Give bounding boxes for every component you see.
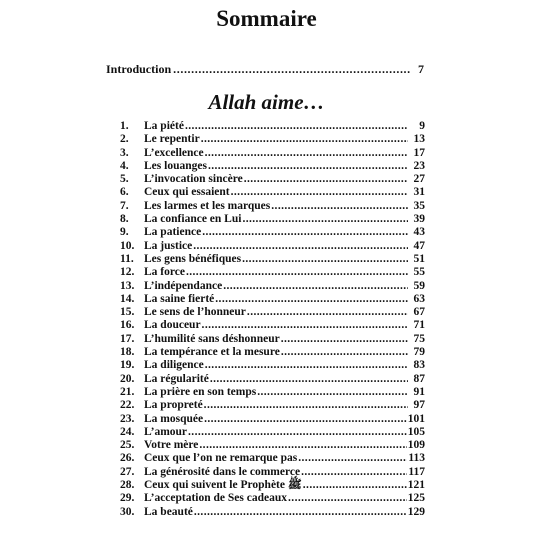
toc-entry-page: 79 [413,346,425,359]
toc-entry-title: Les gens bénéfiques [144,252,242,265]
dot-leader [204,399,408,412]
toc-entry-title: L’humilité sans déshonneur [144,332,280,345]
toc-entry[interactable] [120,266,425,279]
dot-leader [298,452,407,465]
toc-entry-number: 26. [120,452,135,465]
toc-entry-page: 87 [413,372,425,385]
toc-entry-page: 7 [418,62,424,76]
toc-entry-title: Le repentir [144,133,200,146]
toc-entry[interactable] [120,413,425,426]
toc-entry-title: La propreté [144,399,203,412]
toc-entry-number: 29. [120,492,135,505]
toc-entry-page: 117 [408,465,425,478]
toc-entry-title: La mosquée [144,412,204,425]
dot-leader [208,160,408,173]
toc-entry-title: La saine fierté [144,292,215,305]
toc-entry[interactable] [120,452,425,465]
dot-leader [199,439,406,452]
section-subtitle: Allah aime… [208,90,325,114]
toc-entry-number: 24. [120,425,135,438]
toc-entry-number: 19. [120,359,135,372]
dot-leader [301,466,407,479]
dot-leader [215,293,408,306]
toc-entry-number: 2. [120,133,129,146]
toc-entry-number: 23. [120,412,135,425]
toc-entry-number: 15. [120,306,135,319]
toc-entry-introduction[interactable] [106,62,424,77]
dot-leader [202,226,408,239]
toc-entry-title: La piété [144,120,184,132]
toc-entry-title: La tempérance et la mesure [144,346,280,359]
toc-entry-title: La force [144,266,185,279]
dot-leader [186,266,408,279]
dot-leader [271,200,408,213]
dot-leader [188,426,407,439]
toc-entry-number: 18. [120,346,135,359]
dot-leader [223,280,408,293]
dot-leader [205,147,408,160]
toc-entry-number: 9. [120,226,129,239]
toc-entry-page: 55 [413,266,425,279]
dot-leader [231,186,408,199]
toc-entry-page: 113 [408,452,425,465]
toc-entry-title: Ceux qui suivent le Prophète ﷺ [144,479,302,492]
toc-entry[interactable] [120,160,425,173]
toc-entry[interactable] [120,133,425,146]
dot-leader [288,492,407,505]
toc-entry-page: 47 [413,239,425,252]
dot-leader [202,319,408,332]
toc-entry-number: 20. [120,372,135,385]
toc-entry-title: L’acceptation de Ses cadeaux [144,492,288,505]
toc-entry[interactable] [120,186,425,199]
toc-entry[interactable] [120,426,425,439]
dot-leader [242,253,408,266]
toc-entry[interactable] [120,466,425,479]
toc-entry-title: La douceur [144,319,201,332]
dot-leader [173,62,410,77]
toc-entry-number: 7. [120,199,129,212]
toc-entry-page: 51 [413,252,425,265]
toc-entry-page: 83 [413,359,425,372]
toc-entry-number: 5. [120,173,129,186]
dot-leader [205,359,408,372]
toc-entry-title: La beauté [144,505,193,518]
toc-entry[interactable] [120,479,425,492]
toc-entry-page: 35 [413,199,425,212]
toc-entry-number: 8. [120,213,129,226]
page-title: Sommaire [216,6,317,31]
toc-entry-page: 31 [413,186,425,199]
toc-entry-number: 25. [120,439,135,452]
toc-entry-number: 11. [120,252,134,265]
toc-entry-number: 12. [120,266,135,279]
toc-entry-page: 9 [419,120,425,132]
dot-leader [201,133,408,146]
toc-entry-title: Ceux que l’on ne remarque pas [144,452,298,465]
toc-entry-page: 109 [407,439,425,452]
toc-entry-page: 121 [407,479,425,492]
toc-entry[interactable] [120,333,425,346]
toc-entry[interactable] [120,120,425,133]
toc-entry-page: 97 [413,399,425,412]
dot-leader [242,213,408,226]
toc-entry[interactable] [120,359,425,372]
toc-entry[interactable] [120,173,425,186]
toc-entry-title: L’indépendance [144,279,223,292]
dot-leader [193,240,408,253]
toc-entry[interactable] [120,213,425,226]
toc-entry-number: 30. [120,505,135,518]
toc-entry-title: Votre mère [144,439,199,452]
toc-entry-title: La diligence [144,359,204,372]
toc-entry-page: 67 [413,306,425,319]
table-of-contents [120,120,425,519]
toc-entry-number: 22. [120,399,135,412]
dot-leader [185,120,408,133]
dot-leader [247,306,408,319]
toc-entry-page: 125 [407,492,425,505]
toc-entry[interactable] [120,253,425,266]
toc-entry-number: 1. [120,120,129,132]
toc-entry-title: La régularité [144,372,209,385]
toc-entry-title: Introduction [106,62,172,76]
dot-leader [281,333,408,346]
toc-entry[interactable] [120,240,425,253]
toc-entry-title: La confiance en Lui [144,213,242,226]
toc-entry-number: 6. [120,186,129,199]
toc-entry[interactable] [120,346,425,359]
toc-entry-page: 39 [413,213,425,226]
toc-entry[interactable] [120,373,425,386]
toc-entry-page: 63 [413,292,425,305]
dot-leader [210,373,408,386]
toc-entry[interactable] [120,319,425,332]
toc-entry-number: 16. [120,319,135,332]
toc-entry[interactable] [120,280,425,293]
toc-entry-title: La patience [144,226,202,239]
toc-entry-title: Les louanges [144,159,207,172]
toc-entry-number: 3. [120,146,129,159]
toc-entry-page: 101 [407,412,425,425]
toc-entry-page: 129 [407,505,425,518]
toc-entry-page: 59 [413,279,425,292]
toc-entry-title: La générosité dans le commerce [144,465,301,478]
toc-entry[interactable] [120,492,425,505]
toc-entry[interactable] [120,506,425,519]
dot-leader [257,386,408,399]
toc-entry-number: 28. [120,479,135,492]
toc-entry[interactable] [120,306,425,319]
toc-entry[interactable] [120,200,425,213]
toc-entry[interactable] [120,147,425,160]
toc-entry-number: 14. [120,292,135,305]
toc-entry-page: 71 [413,319,425,332]
dot-leader [281,346,408,359]
toc-entry-number: 27. [120,465,135,478]
toc-entry-page: 13 [413,133,425,146]
toc-entry-title: L’excellence [144,146,204,159]
toc-entry-number: 10. [120,239,135,252]
toc-entry[interactable] [120,386,425,399]
toc-entry-page: 17 [413,146,425,159]
toc-entry-title: L’amour [144,425,188,438]
dot-leader [204,413,407,426]
toc-entry-title: Ceux qui essaient [144,186,230,199]
toc-entry[interactable] [120,226,425,239]
toc-entry-page: 43 [413,226,425,239]
toc-entry-page: 91 [413,385,425,398]
toc-entry-page: 75 [413,332,425,345]
toc-entry-number: 13. [120,279,135,292]
toc-entry-page: 23 [413,159,425,172]
toc-entry-page: 27 [413,173,425,186]
toc-entry[interactable] [120,399,425,412]
toc-entry-title: La prière en son temps [144,385,257,398]
toc-entry-title: Le sens de l’honneur [144,306,246,319]
dot-leader [194,506,407,519]
toc-entry-number: 17. [120,332,135,345]
toc-entry-number: 4. [120,159,129,172]
toc-entry[interactable] [120,439,425,452]
toc-entry-number: 21. [120,385,135,398]
toc-entry-page: 105 [407,425,425,438]
toc-entry-title: La justice [144,239,193,252]
dot-leader [244,173,408,186]
toc-entry[interactable] [120,293,425,306]
toc-entry-title: Les larmes et les marques [144,199,271,212]
toc-entry-title: L’invocation sincère [144,173,243,186]
dot-leader [303,479,407,492]
